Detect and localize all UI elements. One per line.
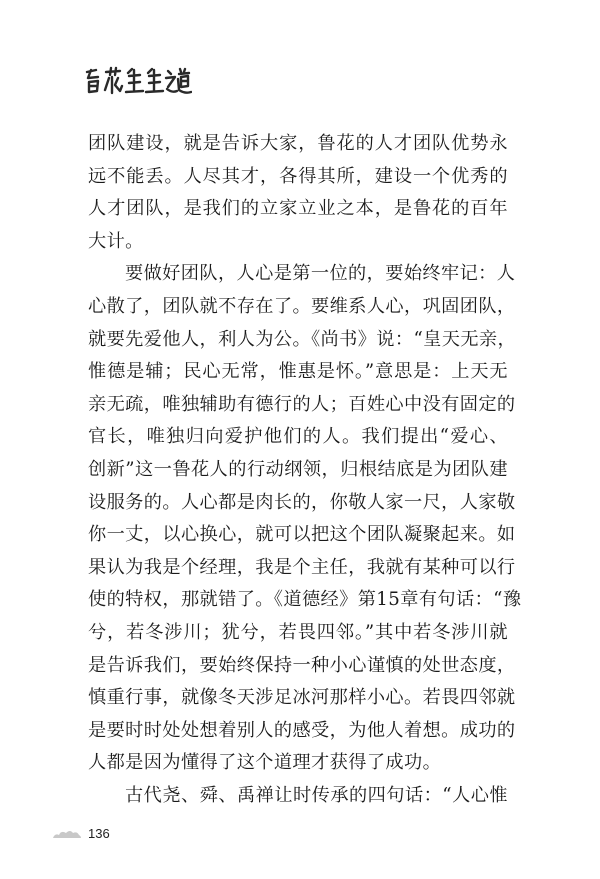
- text-line: 是告诉我们，要始终保持一种小心谨慎的处世态度，: [88, 654, 516, 676]
- text-line: 团队建设，就是告诉大家，鲁花的人才团队优势永: [88, 133, 508, 154]
- page-number: 136: [88, 826, 110, 841]
- text-line: 是要时时处处想着别人的感受，为他人着想。成功的: [88, 719, 516, 741]
- text-line: 你一丈，以心换心，就可以把这个团队凝聚起来。如: [88, 524, 516, 546]
- text-line: 人才团队，是我们的立家立业之本，是鲁花的百年: [88, 198, 508, 220]
- text-line: 慎重行事，就像冬天涉足冰河那样小心。若畏四邻就: [88, 687, 516, 709]
- text-line: 要做好团队，人心是第一位的，要始终牢记：人: [125, 263, 516, 285]
- body-text: [88, 128, 522, 812]
- text-line: 心散了，团队就不存在了。要维系人心，巩固团队，: [88, 295, 516, 317]
- running-head: [82, 64, 192, 102]
- text-line: 远不能丢。人尽其才，各得其所，建设一个优秀的: [88, 165, 508, 187]
- text-line: 亲无疏，唯独辅助有德行的人；百姓心中没有固定的: [88, 393, 516, 415]
- text-line: 使的特权，那就错了。《道德经》第15章有句话：“豫: [88, 589, 522, 611]
- text-line: 创新”这一鲁花人的行动纲领，归根结底是为团队建: [88, 458, 508, 480]
- text-line: 官长，唯独归向爱护他们的人。我们提出“爱心、: [88, 426, 508, 448]
- cloud-ornament-icon: [52, 828, 82, 840]
- text-line: 就要先爱他人，利人为公。《尚书》说：“皇天无亲，: [88, 328, 517, 350]
- running-head-calligraphy-icon: [82, 64, 192, 102]
- text-line: 果认为我是个经理，我是个主任，我就有某种可以行: [88, 556, 516, 578]
- text-line: 兮，若冬涉川；犹兮，若畏四邻。”其中若冬涉川就: [88, 621, 508, 643]
- page-footer: [52, 826, 110, 841]
- text-line: 大计。: [88, 230, 144, 252]
- text-line: 惟德是辅；民心无常，惟惠是怀。”意思是：上天无: [88, 361, 508, 383]
- text-line: 人都是因为懂得了这个道理才获得了成功。: [88, 752, 442, 774]
- text-line: 古代尧、舜、禹禅让时传承的四句话：“人心惟: [125, 784, 508, 806]
- text-line: 设服务的。人心都是肉长的，你敬人家一尺，人家敬: [88, 491, 516, 513]
